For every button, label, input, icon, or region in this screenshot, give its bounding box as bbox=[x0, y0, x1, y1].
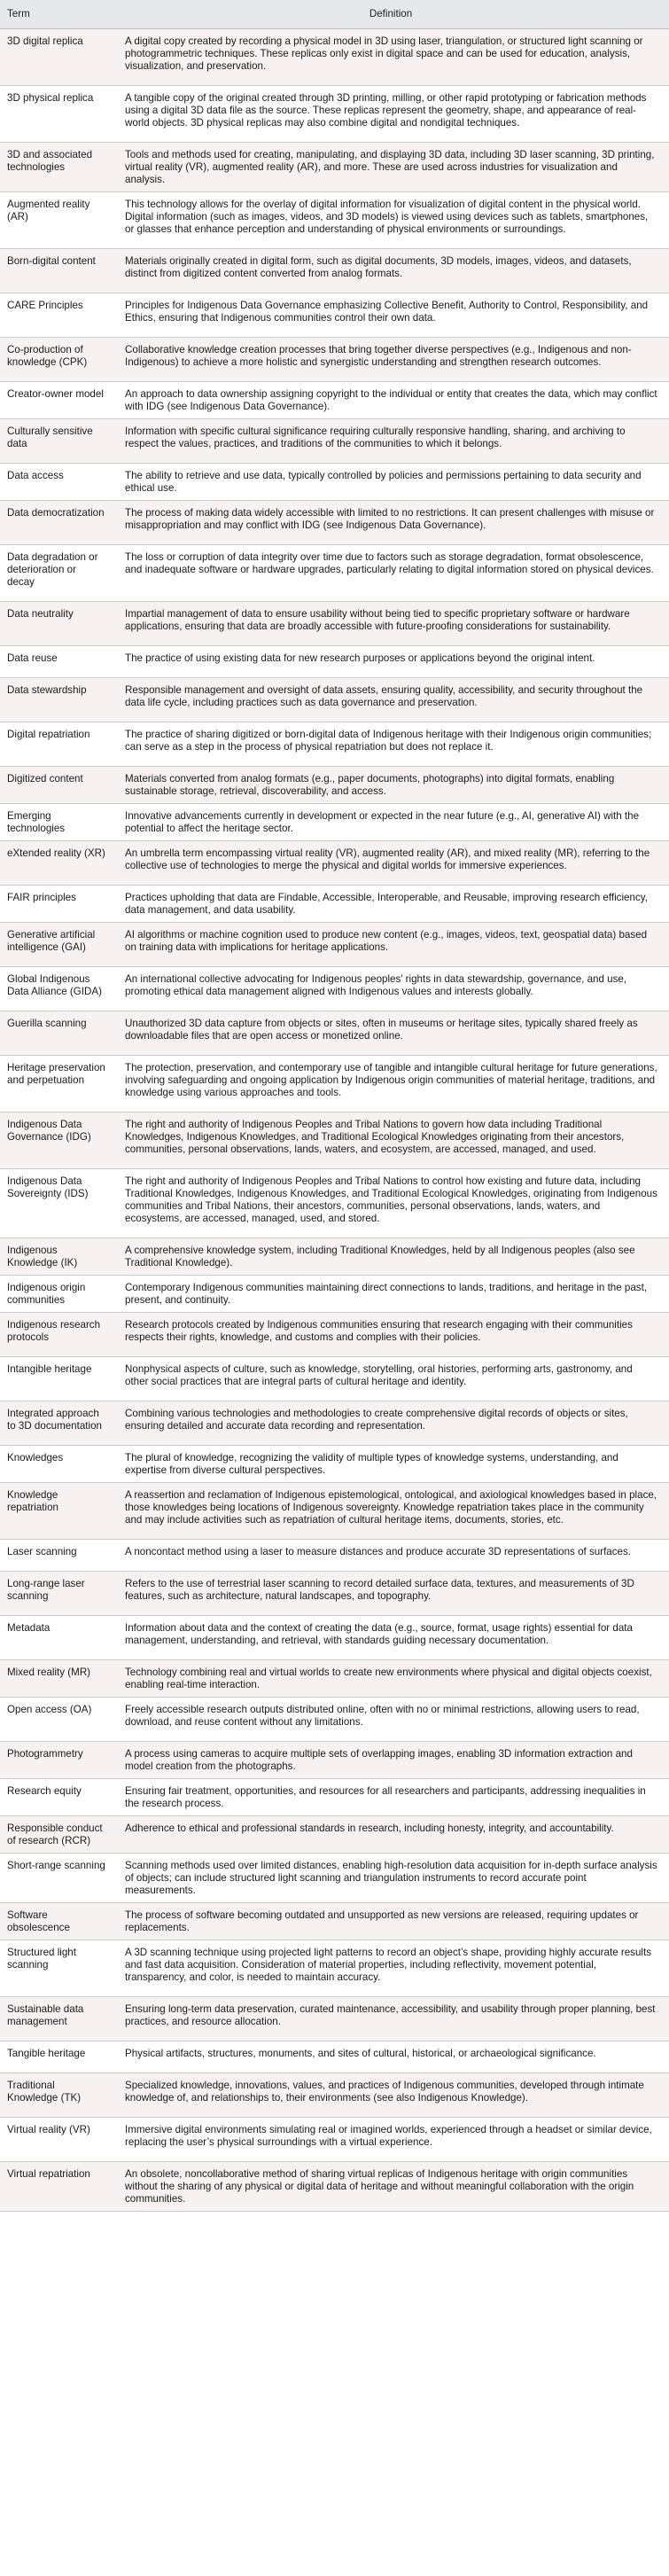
table-row bbox=[0, 1112, 669, 1169]
table-row bbox=[0, 1313, 669, 1357]
table-row bbox=[0, 338, 669, 382]
table-row bbox=[0, 501, 669, 545]
table-row bbox=[0, 2073, 669, 2118]
term-cell: Laser scanning bbox=[0, 1540, 113, 1572]
definition-cell: Nonphysical aspects of culture, such as knowledge, storytelling, oral histories, performing arts, gastronomy, and other social practices that are integral parts of cultural heritage and identity. bbox=[113, 1357, 669, 1401]
table-row bbox=[0, 1698, 669, 1742]
term-cell: Emerging technologies bbox=[0, 804, 113, 841]
definition-cell: The practice of using existing data for new research purposes or applications beyond the original intent. bbox=[113, 646, 669, 678]
term-cell: Tangible heritage bbox=[0, 2041, 113, 2073]
table-row bbox=[0, 1011, 669, 1056]
definition-cell: Materials converted from analog formats (e.g., paper documents, photographs) into digital formats, enabling sustainable storage, retrieval, discoverability, and access. bbox=[113, 767, 669, 804]
term-cell: Co-production of knowledge (CPK) bbox=[0, 338, 113, 382]
table-row bbox=[0, 967, 669, 1011]
term-cell: Knowledges bbox=[0, 1446, 113, 1483]
term-cell: CARE Principles bbox=[0, 293, 113, 338]
table-row bbox=[0, 1742, 669, 1779]
definition-cell: Research protocols created by Indigenous communities ensuring that research engaging with their communities respects their rights, knowledge, and customs and complies with their policies. bbox=[113, 1313, 669, 1357]
definition-cell: Unauthorized 3D data capture from objects or sites, often in museums or heritage sites, typically shared freely as downloadable files that are open access or monetized online. bbox=[113, 1011, 669, 1056]
table-row bbox=[0, 1056, 669, 1112]
table-row bbox=[0, 1169, 669, 1238]
definition-cell: Specialized knowledge, innovations, values, and practices of Indigenous communities, developed through intimate knowledge of, and relationships to, their environments (see also Indigenous Knowledge). bbox=[113, 2073, 669, 2118]
definition-cell: Innovative advancements currently in development or expected in the near future (e.g., AI, generative AI) with the potential to affect the heritage sector. bbox=[113, 804, 669, 841]
definition-cell: An approach to data ownership assigning copyright to the individual or entity that creates the data, which may conflict with IDG (see Indigenous Data Governance). bbox=[113, 382, 669, 419]
table-body bbox=[0, 29, 669, 2212]
term-cell: Intangible heritage bbox=[0, 1357, 113, 1401]
term-cell: Indigenous Data Governance (IDG) bbox=[0, 1112, 113, 1169]
definition-cell: A tangible copy of the original created through 3D printing, milling, or other rapid prototyping or fabrication methods using a digital 3D data file as the source. These replicas represent the geometry, shape, and appearance of real-world objects. 3D physical replicas may also combine digital and nondigital techniques. bbox=[113, 86, 669, 143]
term-cell: Integrated approach to 3D documentation bbox=[0, 1401, 113, 1446]
term-cell: Data stewardship bbox=[0, 678, 113, 722]
table-row bbox=[0, 1357, 669, 1401]
definition-cell: Contemporary Indigenous communities maintaining direct connections to lands, traditions, and heritage in the past, present, and continuity. bbox=[113, 1276, 669, 1313]
table-row bbox=[0, 1616, 669, 1660]
term-cell: Indigenous Data Sovereignty (IDS) bbox=[0, 1169, 113, 1238]
table-row bbox=[0, 1816, 669, 1854]
definition-cell: The loss or corruption of data integrity over time due to factors such as storage degradation, format obsolescence, and inadequate software or hardware upgrades, particularly relating to digital information stored on physical devices. bbox=[113, 545, 669, 602]
table-row bbox=[0, 545, 669, 602]
table-row bbox=[0, 1903, 669, 1940]
definition-cell: Immersive digital environments simulating real or imagined worlds, experienced through a headset or similar device, replacing the user’s physical surroundings with a virtual experience. bbox=[113, 2118, 669, 2162]
definition-cell: The right and authority of Indigenous Peoples and Tribal Nations to govern how data including Traditional Knowledges, Indigenous Knowledges, and Traditional Ecological Knowledges originating from their ancestors, communities, personal observations, lands, waters, and ecosystem, are accessed, managed, and used. bbox=[113, 1112, 669, 1169]
definition-cell: Practices upholding that data are Findable, Accessible, Interoperable, and Reusable, improving research efficiency, data management, and data usability. bbox=[113, 886, 669, 923]
definition-column-header: Definition bbox=[113, 0, 669, 29]
table-row bbox=[0, 1540, 669, 1572]
definition-cell: A comprehensive knowledge system, including Traditional Knowledges, held by all Indigenous peoples (also see Traditional Knowledge). bbox=[113, 1238, 669, 1276]
table-row bbox=[0, 678, 669, 722]
table-row bbox=[0, 192, 669, 249]
definition-cell: A digital copy created by recording a physical model in 3D using laser, triangulation, or structured light scanning or photogrammetric techniques. These replicas only exist in digital space and can be used for education, analysis, visualization, and preservation. bbox=[113, 29, 669, 86]
table-row bbox=[0, 464, 669, 501]
term-cell: Metadata bbox=[0, 1616, 113, 1660]
table-row bbox=[0, 1276, 669, 1313]
term-cell: Virtual repatriation bbox=[0, 2162, 113, 2212]
table-row bbox=[0, 382, 669, 419]
definition-cell: The process of software becoming outdated and unsupported as new versions are released, requiring updates or replacements. bbox=[113, 1903, 669, 1940]
definition-cell: Refers to the use of terrestrial laser scanning to record detailed surface data, textures, and measurements of 3D features, such as architecture, natural landscapes, and topography. bbox=[113, 1572, 669, 1616]
definition-cell: Impartial management of data to ensure usability without being tied to specific proprietary software or hardware applications, ensuring that data are broadly accessible with future-proofing considerations for sustainability. bbox=[113, 602, 669, 646]
definition-cell: Scanning methods used over limited distances, enabling high-resolution data acquisition for in-depth surface analysis of objects; can include structured light scanning and triangulation instruments to record accurate point measurements. bbox=[113, 1854, 669, 1903]
term-cell: Open access (OA) bbox=[0, 1698, 113, 1742]
definition-cell: Freely accessible research outputs distributed online, often with no or minimal restrictions, allowing users to read, download, and reuse content without any limitations. bbox=[113, 1698, 669, 1742]
table-row bbox=[0, 419, 669, 464]
term-cell: Photogrammetry bbox=[0, 1742, 113, 1779]
term-cell: Sustainable data management bbox=[0, 1997, 113, 2041]
term-cell: 3D and associated technologies bbox=[0, 143, 113, 192]
definition-cell: A process using cameras to acquire multiple sets of overlapping images, enabling 3D information extraction and model creation from the photographs. bbox=[113, 1742, 669, 1779]
definition-cell: Ensuring long-term data preservation, curated maintenance, accessibility, and usability through proper planning, best practices, and resource allocation. bbox=[113, 1997, 669, 2041]
table-row bbox=[0, 1483, 669, 1540]
header-row bbox=[0, 0, 669, 29]
term-cell: Structured light scanning bbox=[0, 1940, 113, 1997]
term-cell: Long-range laser scanning bbox=[0, 1572, 113, 1616]
table-row bbox=[0, 841, 669, 886]
table-row bbox=[0, 86, 669, 143]
term-cell: 3D physical replica bbox=[0, 86, 113, 143]
term-cell: Digitized content bbox=[0, 767, 113, 804]
term-cell: Data democratization bbox=[0, 501, 113, 545]
table-row bbox=[0, 1854, 669, 1903]
table-row bbox=[0, 249, 669, 293]
term-cell: Data degradation or deterioration or decay bbox=[0, 545, 113, 602]
definition-cell: A noncontact method using a laser to measure distances and produce accurate 3D representations of surfaces. bbox=[113, 1540, 669, 1572]
term-cell: Culturally sensitive data bbox=[0, 419, 113, 464]
term-cell: Data reuse bbox=[0, 646, 113, 678]
term-cell: Digital repatriation bbox=[0, 722, 113, 767]
table-row bbox=[0, 1238, 669, 1276]
term-cell: Data neutrality bbox=[0, 602, 113, 646]
definition-cell: Responsible management and oversight of data assets, ensuring quality, accessibility, and security throughout the data life cycle, including practices such as data governance and preservation. bbox=[113, 678, 669, 722]
definition-cell: Principles for Indigenous Data Governance emphasizing Collective Benefit, Authority to Control, Responsibility, and Ethics, ensuring that Indigenous communities control their own data. bbox=[113, 293, 669, 338]
definition-cell: The right and authority of Indigenous Peoples and Tribal Nations to control how existing and future data, including Traditional Knowledges, Indigenous Knowledges, and Traditional Ecological Knowledges, originating from Indigenous communities and Tribal Nations, their ancestors, communities, personal observations, lands, waters, and ecosystems, are accessed, managed, used, and stored. bbox=[113, 1169, 669, 1238]
table-row bbox=[0, 767, 669, 804]
term-cell: Indigenous origin communities bbox=[0, 1276, 113, 1313]
term-cell: Augmented reality (AR) bbox=[0, 192, 113, 249]
table-row bbox=[0, 1940, 669, 1997]
table-row bbox=[0, 1401, 669, 1446]
definition-cell: Materials originally created in digital form, such as digital documents, 3D models, images, videos, and datasets, distinct from digitized content converted from analog formats. bbox=[113, 249, 669, 293]
table-row bbox=[0, 722, 669, 767]
term-cell: 3D digital replica bbox=[0, 29, 113, 86]
term-cell: Research equity bbox=[0, 1779, 113, 1816]
term-cell: Indigenous Knowledge (IK) bbox=[0, 1238, 113, 1276]
definition-cell: Information with specific cultural significance requiring culturally responsive handling, sharing, and archiving to respect the values, practices, and traditions of the communities to which it belongs. bbox=[113, 419, 669, 464]
term-cell: Data access bbox=[0, 464, 113, 501]
term-cell: Virtual reality (VR) bbox=[0, 2118, 113, 2162]
term-cell: Mixed reality (MR) bbox=[0, 1660, 113, 1698]
term-cell: FAIR principles bbox=[0, 886, 113, 923]
definition-cell: The process of making data widely accessible with limited to no restrictions. It can present challenges with misuse or misappropriation and may conflict with IDG (see Indigenous Data Governance). bbox=[113, 501, 669, 545]
definition-cell: The practice of sharing digitized or born-digital data of Indigenous heritage with their Indigenous origin communities; can serve as a step in the process of physical repatriation but does not replace it. bbox=[113, 722, 669, 767]
table-row bbox=[0, 2041, 669, 2073]
definition-cell: Information about data and the context of creating the data (e.g., source, format, usage rights) essential for data management, understanding, and retrieval, with standards guiding necessary documentation. bbox=[113, 1616, 669, 1660]
term-cell: Indigenous research protocols bbox=[0, 1313, 113, 1357]
table-row bbox=[0, 29, 669, 86]
term-cell: Born-digital content bbox=[0, 249, 113, 293]
definition-cell: A 3D scanning technique using projected light patterns to record an object’s shape, providing highly accurate results and fast data acquisition. Consideration of material properties, including reflectivity, movement potential, transparency, and color, is needed to maintain accuracy. bbox=[113, 1940, 669, 1997]
definition-cell: Collaborative knowledge creation processes that bring together diverse perspectives (e.g., Indigenous and non-Indigenous) to achieve a more holistic and synergistic understanding and strengthen research outcomes. bbox=[113, 338, 669, 382]
term-cell: Guerilla scanning bbox=[0, 1011, 113, 1056]
definition-cell: The plural of knowledge, recognizing the validity of multiple types of knowledge systems, understanding, and expertise from diverse cultural perspectives. bbox=[113, 1446, 669, 1483]
table-row bbox=[0, 293, 669, 338]
definition-cell: AI algorithms or machine cognition used to produce new content (e.g., images, videos, text, geospatial data) based on training data with implications for heritage applications. bbox=[113, 923, 669, 967]
definition-cell: This technology allows for the overlay of digital information for visualization of digital content in the physical world. Digital information (such as images, videos, and 3D models) is viewed using devices such as tablets, smartphones, or glasses that enhance perception and understanding of physical environments or surroundings. bbox=[113, 192, 669, 249]
definition-cell: The ability to retrieve and use data, typically controlled by policies and permissions pertaining to data security and ethical use. bbox=[113, 464, 669, 501]
term-cell: Software obsolescence bbox=[0, 1903, 113, 1940]
term-cell: Traditional Knowledge (TK) bbox=[0, 2073, 113, 2118]
table-row bbox=[0, 1660, 669, 1698]
term-cell: Short-range scanning bbox=[0, 1854, 113, 1903]
term-cell: Global Indigenous Data Alliance (GIDA) bbox=[0, 967, 113, 1011]
table-row bbox=[0, 1446, 669, 1483]
table-row bbox=[0, 923, 669, 967]
definition-cell: Physical artifacts, structures, monuments, and sites of cultural, historical, or archaeological significance. bbox=[113, 2041, 669, 2073]
term-cell: Creator-owner model bbox=[0, 382, 113, 419]
definition-cell: Ensuring fair treatment, opportunities, and resources for all researchers and participants, addressing inequalities in the research process. bbox=[113, 1779, 669, 1816]
table-row bbox=[0, 2162, 669, 2212]
definition-cell: Adherence to ethical and professional standards in research, including honesty, integrity, and accountability. bbox=[113, 1816, 669, 1854]
table-row bbox=[0, 1779, 669, 1816]
definition-cell: An international collective advocating for Indigenous peoples’ rights in data stewardship, governance, and use, promoting ethical data management aligned with Indigenous values and interests globally. bbox=[113, 967, 669, 1011]
table-row bbox=[0, 1997, 669, 2041]
term-cell: eXtended reality (XR) bbox=[0, 841, 113, 886]
table-header bbox=[0, 0, 669, 29]
table-row bbox=[0, 804, 669, 841]
table-row bbox=[0, 886, 669, 923]
table-row bbox=[0, 1572, 669, 1616]
table-row bbox=[0, 143, 669, 192]
definition-cell: The protection, preservation, and contemporary use of tangible and intangible cultural heritage for future generations, involving safeguarding and ongoing application by Indigenous origin communities of material heritage, traditions, and knowledge using various approaches and tools. bbox=[113, 1056, 669, 1112]
definition-cell: An umbrella term encompassing virtual reality (VR), augmented reality (AR), and mixed reality (MR), referring to the collective use of technologies to merge the physical and digital worlds for immersive experiences. bbox=[113, 841, 669, 886]
definition-cell: A reassertion and reclamation of Indigenous epistemological, ontological, and axiological knowledges based in place, those knowledges being locations of Indigenous sovereignty. Knowledge repatriation takes place in the community and may include activities such as repatriation of cultural heritage items, documents, stories, etc. bbox=[113, 1483, 669, 1540]
table-row bbox=[0, 602, 669, 646]
table-row bbox=[0, 2118, 669, 2162]
term-cell: Generative artificial intelligence (GAI) bbox=[0, 923, 113, 967]
term-column-header: Term bbox=[0, 0, 113, 29]
term-cell: Knowledge repatriation bbox=[0, 1483, 113, 1540]
definition-cell: An obsolete, noncollaborative method of sharing virtual replicas of Indigenous heritage with origin communities without the sharing of any physical or digital data of heritage and without meaningful collaboration with the origin communities. bbox=[113, 2162, 669, 2212]
term-cell: Responsible conduct of research (RCR) bbox=[0, 1816, 113, 1854]
definition-cell: Technology combining real and virtual worlds to create new environments where physical and digital objects coexist, enabling real-time interaction. bbox=[113, 1660, 669, 1698]
term-cell: Heritage preservation and perpetuation bbox=[0, 1056, 113, 1112]
definition-cell: Tools and methods used for creating, manipulating, and displaying 3D data, including 3D laser scanning, 3D printing, virtual reality (VR), augmented reality (AR), and more. These are used across industries for visualization and analysis. bbox=[113, 143, 669, 192]
table-row bbox=[0, 646, 669, 678]
definition-cell: Combining various technologies and methodologies to create comprehensive digital records of objects or sites, ensuring detailed and accurate data recording and representation. bbox=[113, 1401, 669, 1446]
